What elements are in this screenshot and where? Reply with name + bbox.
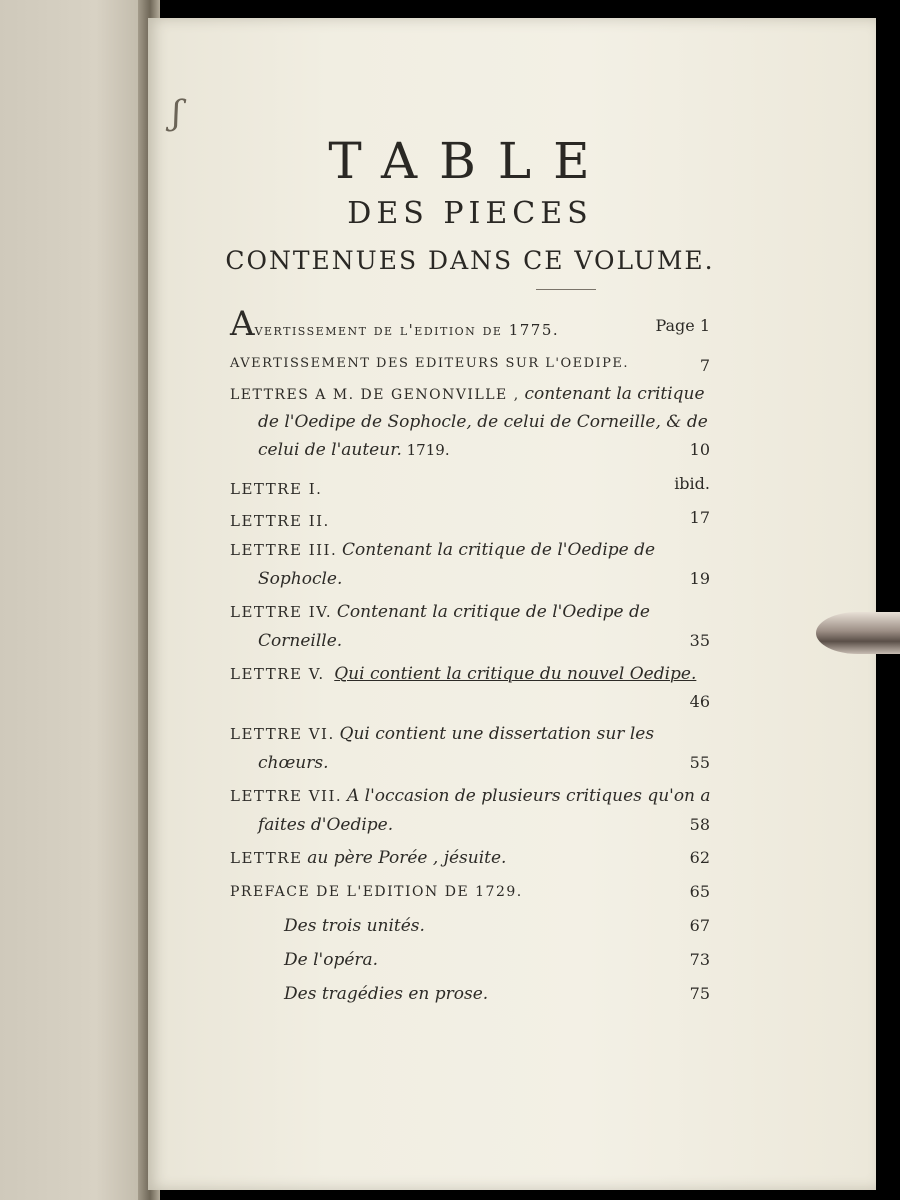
page-number: Page 1: [655, 316, 710, 335]
toc-entry-tragedies-prose: [230, 984, 710, 1008]
entry-text-line2: chœurs.: [258, 753, 329, 773]
page-number: 75: [689, 984, 710, 1003]
entry-text: Des tragédies en prose.: [284, 984, 489, 1004]
toc-entry-preface-1729: [230, 884, 710, 908]
page-number: 17: [689, 508, 710, 527]
entry-text: contenant la critique: [524, 384, 705, 404]
toc-entry-trois-unites: [230, 916, 710, 940]
toc-entry-avertissement-1775: [230, 304, 710, 344]
title-table: TABLE: [328, 132, 612, 190]
entry-text: Qui contient une dissertation sur les: [339, 724, 655, 744]
entry-lead: LETTRES A M. DE GENONVILLE ,: [230, 387, 520, 403]
page-number: 73: [689, 950, 710, 969]
entry-text-line2: de l'Oedipe de Sophocle, de celui de Corneille, & de: [258, 412, 708, 432]
entry-text-line2: Sophocle.: [258, 569, 343, 589]
page-number: 65: [689, 882, 710, 901]
entry-text: De l'opéra.: [284, 950, 379, 970]
page-number: 46: [689, 692, 710, 711]
page-number: 19: [689, 569, 710, 588]
entry-text: AVERTISSEMENT DES EDITEURS SUR L'OEDIPE.: [230, 356, 630, 371]
page-number: ibid.: [674, 474, 710, 493]
ink-mark: ʃ: [172, 93, 182, 133]
toc-entry-lettre-6: [230, 724, 710, 778]
toc-entry-lettre-2: [230, 508, 710, 536]
page-number: 10: [689, 440, 710, 459]
pen-tip: [816, 612, 900, 654]
entry-text-line2: Corneille.: [258, 631, 343, 651]
entry-lead: LETTRE V.: [230, 665, 325, 683]
toc-entry-lettre-7: [230, 786, 710, 840]
toc-entry-lettres-genonville: [230, 384, 710, 464]
entry-text: LETTRE II.: [230, 512, 330, 530]
page-number: 55: [689, 753, 710, 772]
entry-lead: LETTRE VII.: [230, 787, 343, 805]
entry-text: LETTRE I.: [230, 480, 323, 498]
entry-text: Qui contient la critique du nouvel Oedipe.: [334, 664, 697, 684]
toc-entry-lettre-3: [230, 540, 710, 594]
entry-lead: LETTRE III.: [230, 541, 338, 559]
entry-text: Des trois unités.: [284, 916, 425, 936]
entry-lead: LETTRE VI.: [230, 725, 335, 743]
toc-entry-avertissement-editeurs: [230, 356, 710, 380]
toc-entry-lettre-5: [230, 664, 710, 718]
drop-initial: A: [230, 304, 255, 344]
title-rule: [536, 289, 596, 290]
page-number: 67: [689, 916, 710, 935]
entry-text: A l'occasion de plusieurs critiques qu'on a: [346, 786, 711, 806]
toc-entry-opera: [230, 950, 710, 974]
entry-text-line2: faites d'Oedipe.: [258, 815, 394, 835]
entry-text: Contenant la critique de l'Oedipe de: [342, 540, 656, 560]
entry-text: vertissement de l'edition de 1775.: [254, 321, 560, 339]
title-des-pieces: DES PIECES: [347, 196, 593, 231]
entry-year: 1719.: [406, 441, 450, 459]
entry-text: PREFACE DE L'EDITION DE 1729.: [230, 884, 523, 900]
toc-entry-lettre-4: [230, 602, 710, 656]
page-number: 62: [689, 848, 710, 867]
page-number: 58: [689, 815, 710, 834]
title-contenues: CONTENUES DANS CE VOLUME.: [225, 246, 715, 275]
entry-text-line3: celui de l'auteur.: [258, 440, 402, 460]
entry-text: au père Porée , jésuite.: [307, 848, 507, 868]
page-number: 35: [689, 631, 710, 650]
entry-lead: LETTRE IV.: [230, 603, 333, 621]
page-number: 7: [699, 356, 710, 375]
toc-entry-lettre-poree: [230, 848, 710, 874]
toc-entry-lettre-1: [230, 474, 710, 504]
entry-text: Contenant la critique de l'Oedipe de: [336, 602, 650, 622]
entry-lead: LETTRE: [230, 849, 303, 867]
